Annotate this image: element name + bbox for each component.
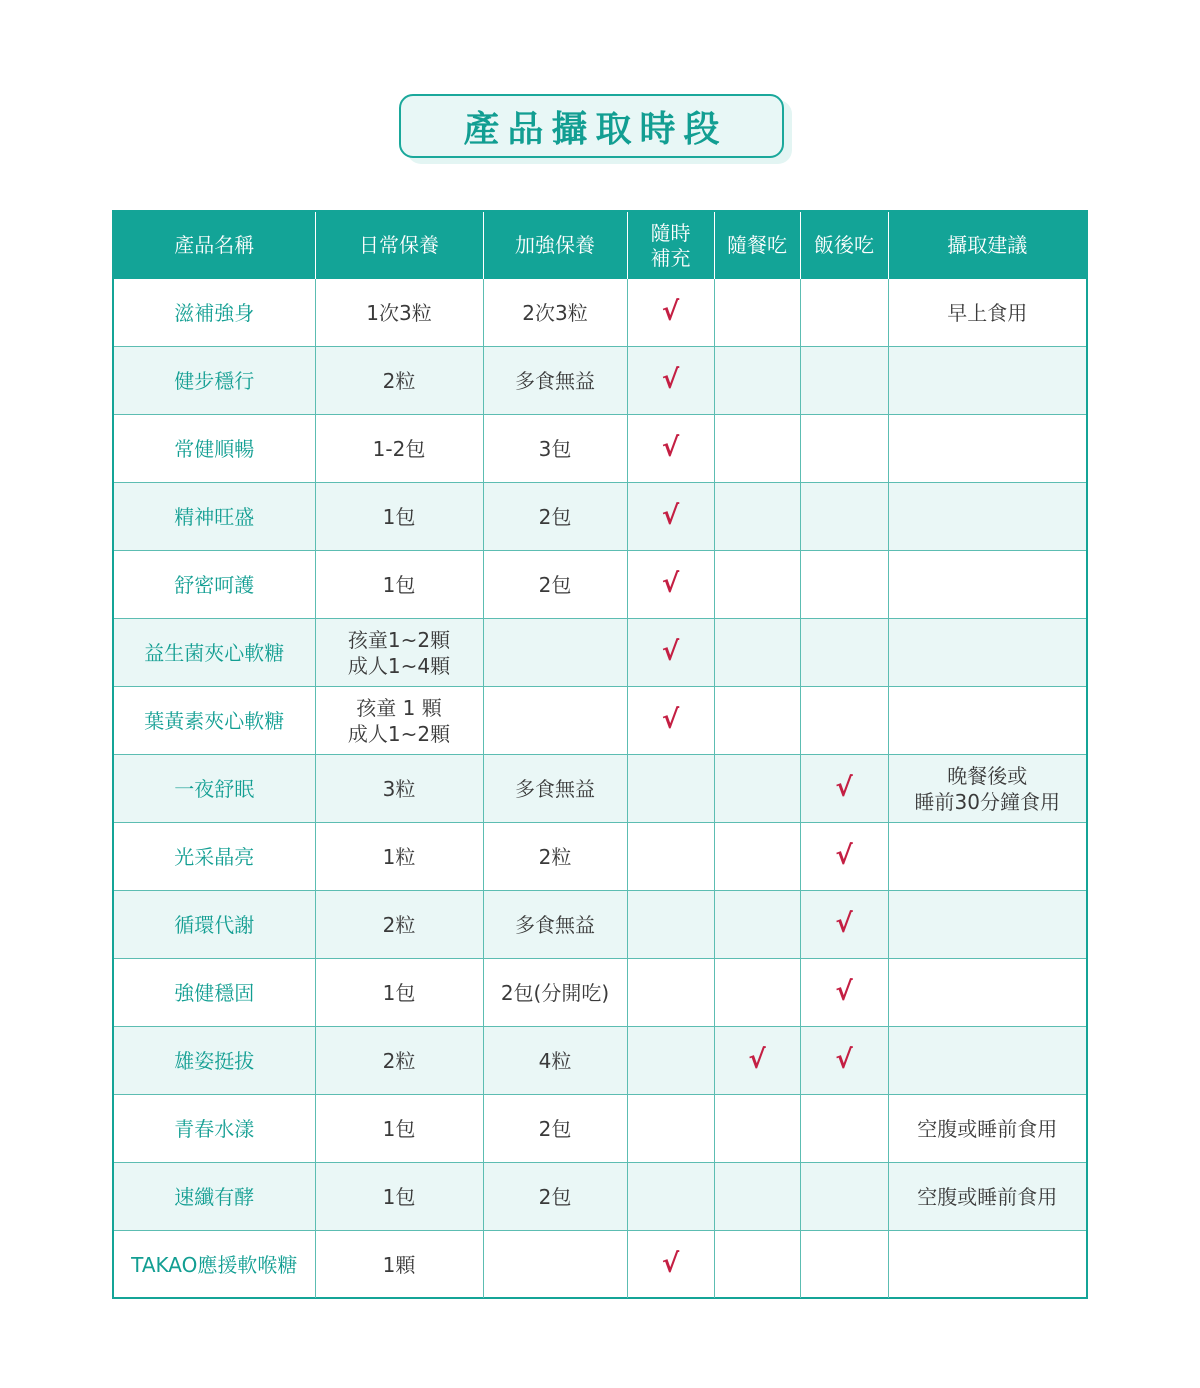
- with-meal-cell: [714, 1027, 800, 1095]
- after-meal-cell: [800, 1163, 888, 1231]
- check-mark-icon: √: [661, 501, 680, 531]
- header-daily: 日常保養: [315, 212, 483, 279]
- page-title: 產品攝取時段: [463, 108, 728, 150]
- daily-cell: 2粒: [315, 1027, 483, 1095]
- product-name-cell: 強健穩固: [114, 959, 315, 1027]
- with-meal-cell: [714, 891, 800, 959]
- product-name-cell: 一夜舒眠: [114, 755, 315, 823]
- product-name-cell: 光采晶亮: [114, 823, 315, 891]
- table-row: [114, 959, 1086, 1027]
- anytime-cell: [627, 891, 714, 959]
- table-header-row: [114, 212, 1086, 279]
- daily-cell: 2粒: [315, 347, 483, 415]
- product-name-cell: 健步穩行: [114, 347, 315, 415]
- anytime-cell: [627, 619, 714, 687]
- advice-cell: [888, 415, 1086, 483]
- table-row: [114, 551, 1086, 619]
- product-name-cell: 滋補強身: [114, 279, 315, 347]
- after-meal-cell: [800, 1231, 888, 1299]
- boost-cell: 4粒: [483, 1027, 627, 1095]
- title-badge: [399, 94, 784, 158]
- after-meal-cell: [800, 755, 888, 823]
- anytime-cell: [627, 415, 714, 483]
- anytime-cell: [627, 823, 714, 891]
- with-meal-cell: [714, 1231, 800, 1299]
- after-meal-cell: [800, 959, 888, 1027]
- with-meal-cell: [714, 619, 800, 687]
- intake-table: [114, 212, 1086, 1298]
- product-name-cell: 循環代謝: [114, 891, 315, 959]
- with-meal-cell: [714, 415, 800, 483]
- header-with-meal: 隨餐吃: [714, 212, 800, 279]
- with-meal-cell: [714, 959, 800, 1027]
- boost-cell: 2包: [483, 1163, 627, 1231]
- product-name-cell: 舒密呵護: [114, 551, 315, 619]
- boost-cell: [483, 1231, 627, 1299]
- anytime-cell: [627, 1163, 714, 1231]
- daily-cell: 1包: [315, 1163, 483, 1231]
- header-after-meal: 飯後吃: [800, 212, 888, 279]
- daily-cell: 2粒: [315, 891, 483, 959]
- boost-cell: 2次3粒: [483, 279, 627, 347]
- check-mark-icon: √: [661, 705, 680, 735]
- boost-cell: 2粒: [483, 823, 627, 891]
- table-row: [114, 279, 1086, 347]
- after-meal-cell: [800, 823, 888, 891]
- product-name-cell: 雄姿挺拔: [114, 1027, 315, 1095]
- after-meal-cell: [800, 619, 888, 687]
- after-meal-cell: [800, 415, 888, 483]
- daily-cell: 1次3粒: [315, 279, 483, 347]
- advice-cell: 晚餐後或 睡前30分鐘食用: [888, 755, 1086, 823]
- header-advice: 攝取建議: [888, 212, 1086, 279]
- with-meal-cell: [714, 755, 800, 823]
- table-row: [114, 347, 1086, 415]
- table-row: [114, 1095, 1086, 1163]
- with-meal-cell: [714, 483, 800, 551]
- with-meal-cell: [714, 347, 800, 415]
- daily-cell: 1包: [315, 1095, 483, 1163]
- check-mark-icon: √: [835, 977, 853, 1007]
- product-name-cell: 益生菌夾心軟糖: [114, 619, 315, 687]
- boost-cell: 2包: [483, 1095, 627, 1163]
- product-name-cell: 速纖有酵: [114, 1163, 315, 1231]
- product-name-cell: 青春水漾: [114, 1095, 315, 1163]
- daily-cell: 1-2包: [315, 415, 483, 483]
- anytime-cell: [627, 347, 714, 415]
- title-box: [399, 94, 784, 158]
- daily-cell: 3粒: [315, 755, 483, 823]
- anytime-cell: [627, 687, 714, 755]
- daily-cell: 1包: [315, 959, 483, 1027]
- advice-cell: [888, 551, 1086, 619]
- product-name-cell: 精神旺盛: [114, 483, 315, 551]
- anytime-cell: [627, 1095, 714, 1163]
- boost-cell: 3包: [483, 415, 627, 483]
- boost-cell: 2包: [483, 483, 627, 551]
- anytime-cell: [627, 1027, 714, 1095]
- intake-table-wrapper: [112, 210, 1088, 1299]
- after-meal-cell: [800, 279, 888, 347]
- boost-cell: 2包: [483, 551, 627, 619]
- daily-cell: 孩童 1 顆 成人1~2顆: [315, 687, 483, 755]
- check-mark-icon: √: [835, 1045, 853, 1075]
- with-meal-cell: [714, 687, 800, 755]
- after-meal-cell: [800, 687, 888, 755]
- with-meal-cell: [714, 1095, 800, 1163]
- table-row: [114, 415, 1086, 483]
- advice-cell: [888, 1231, 1086, 1299]
- after-meal-cell: [800, 1027, 888, 1095]
- boost-cell: 多食無益: [483, 891, 627, 959]
- advice-cell: [888, 347, 1086, 415]
- advice-cell: [888, 619, 1086, 687]
- check-mark-icon: √: [661, 297, 680, 327]
- anytime-cell: [627, 755, 714, 823]
- table-body: [114, 279, 1086, 1298]
- advice-cell: 早上食用: [947, 300, 1028, 325]
- header-anytime: 隨時 補充: [627, 212, 714, 279]
- advice-cell: [888, 823, 1086, 891]
- after-meal-cell: [800, 891, 888, 959]
- table-row: [114, 755, 1086, 823]
- boost-cell: 多食無益: [483, 347, 627, 415]
- table-row: [114, 687, 1086, 755]
- anytime-cell: [627, 279, 714, 347]
- advice-cell: [888, 1027, 1086, 1095]
- check-mark-icon: √: [661, 433, 680, 463]
- check-mark-icon: √: [835, 841, 853, 871]
- check-mark-icon: √: [835, 773, 853, 803]
- after-meal-cell: [800, 551, 888, 619]
- table-row: [114, 483, 1086, 551]
- check-mark-icon: √: [835, 909, 853, 939]
- advice-cell: 空腹或睡前食用: [888, 1095, 1086, 1163]
- advice-cell: [888, 687, 1086, 755]
- advice-cell: [888, 483, 1086, 551]
- boost-cell: 多食無益: [483, 755, 627, 823]
- table-row: [114, 1231, 1086, 1299]
- with-meal-cell: [714, 279, 800, 347]
- check-mark-icon: √: [661, 637, 680, 667]
- after-meal-cell: [800, 347, 888, 415]
- product-name-cell: TAKAO應援軟喉糖: [114, 1231, 315, 1299]
- product-name-cell: 葉黃素夾心軟糖: [114, 687, 315, 755]
- table-row: [114, 1027, 1086, 1095]
- table-row: [114, 891, 1086, 959]
- daily-cell: 1顆: [315, 1231, 483, 1299]
- check-mark-icon: √: [661, 365, 680, 395]
- product-name-cell: 常健順暢: [114, 415, 315, 483]
- with-meal-cell: [714, 1163, 800, 1231]
- daily-cell: 1粒: [315, 823, 483, 891]
- after-meal-cell: [800, 1095, 888, 1163]
- anytime-cell: [627, 551, 714, 619]
- check-mark-icon: √: [748, 1045, 766, 1075]
- header-boost: 加強保養: [483, 212, 627, 279]
- boost-cell: [483, 687, 627, 755]
- anytime-cell: [627, 1231, 714, 1299]
- after-meal-cell: [800, 483, 888, 551]
- daily-cell: 1包: [315, 483, 483, 551]
- check-mark-icon: √: [661, 569, 680, 599]
- boost-cell: 2包(分開吃): [483, 959, 627, 1027]
- advice-cell: 空腹或睡前食用: [888, 1163, 1086, 1231]
- table-row: [114, 619, 1086, 687]
- table-row: [114, 823, 1086, 891]
- boost-cell: [483, 619, 627, 687]
- daily-cell: 孩童1~2顆 成人1~4顆: [315, 619, 483, 687]
- with-meal-cell: [714, 823, 800, 891]
- with-meal-cell: [714, 551, 800, 619]
- advice-cell: [888, 959, 1086, 1027]
- anytime-cell: [627, 483, 714, 551]
- anytime-cell: [627, 959, 714, 1027]
- table-row: [114, 1163, 1086, 1231]
- check-mark-icon: √: [661, 1249, 680, 1279]
- daily-cell: 1包: [315, 551, 483, 619]
- advice-cell: [888, 891, 1086, 959]
- header-product-name: 產品名稱: [114, 212, 315, 279]
